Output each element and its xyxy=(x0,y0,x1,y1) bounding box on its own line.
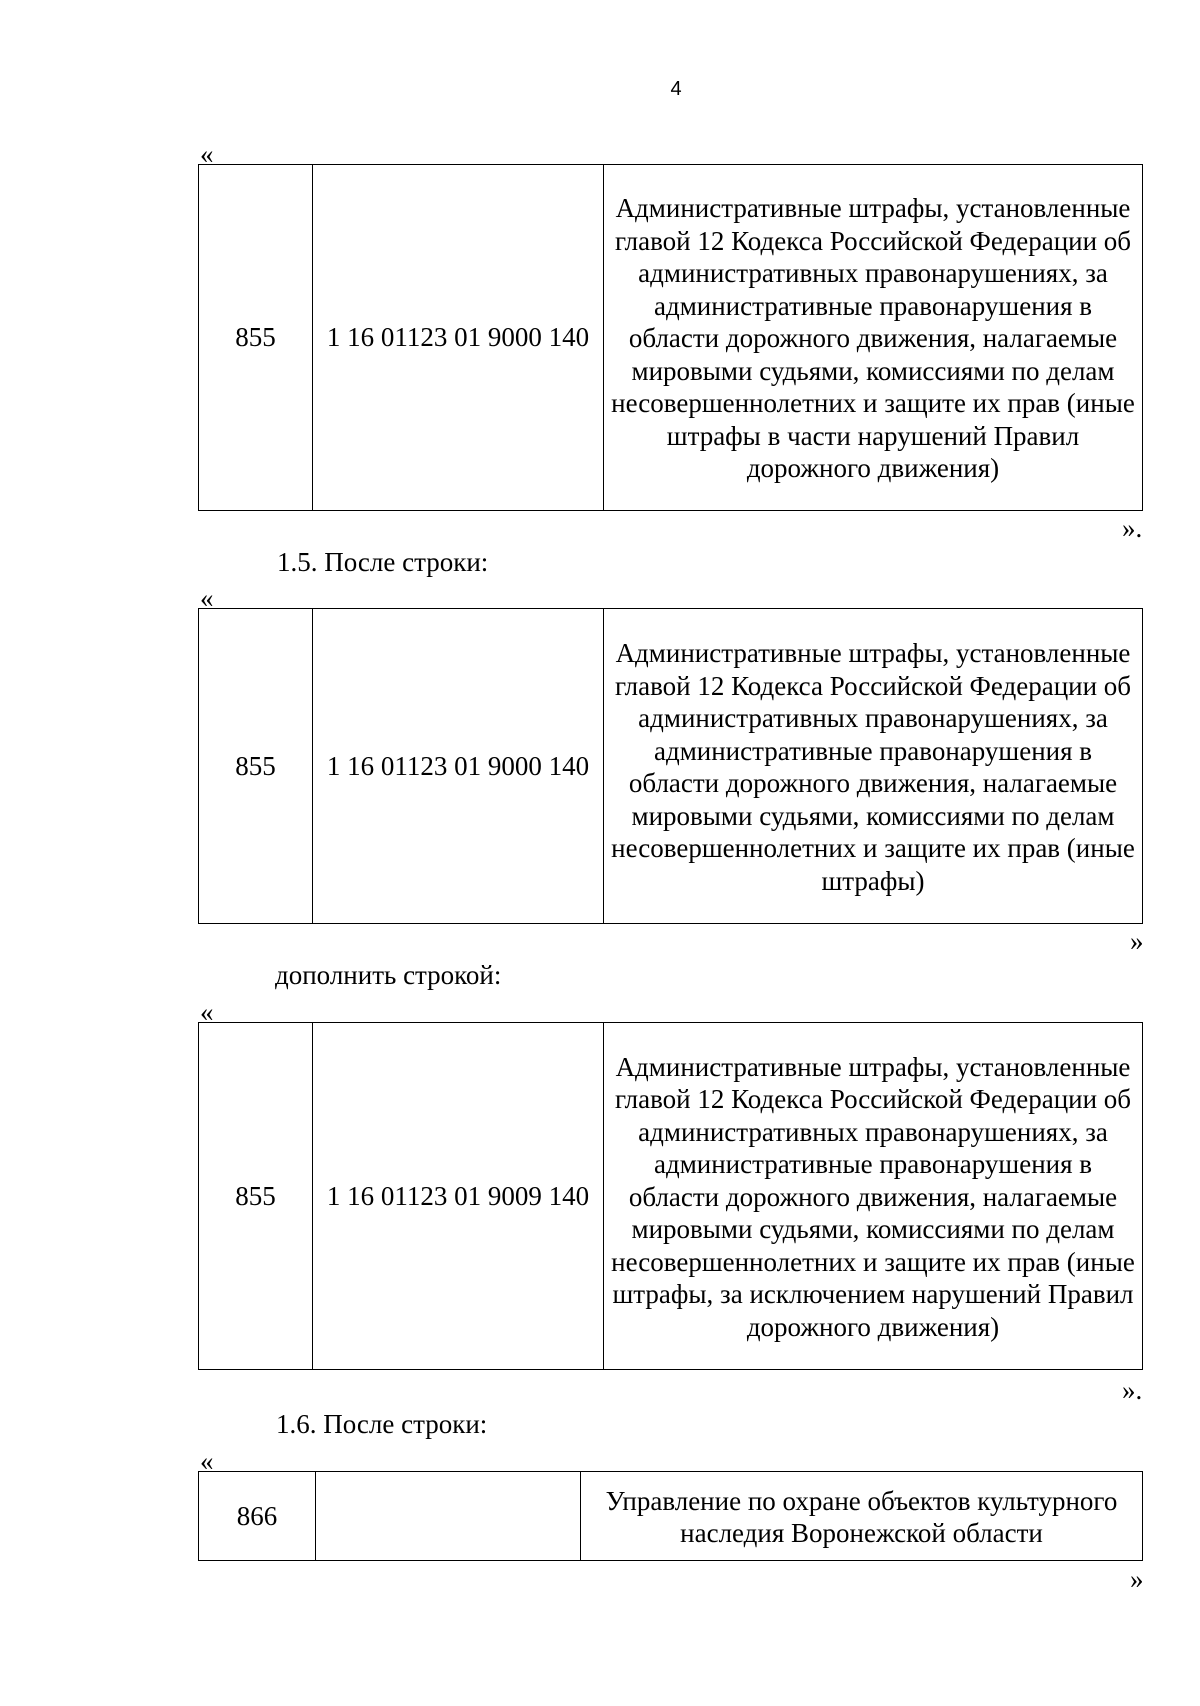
table-row xyxy=(199,1023,1143,1370)
section-heading: 1.6. После строки: xyxy=(276,1409,488,1439)
page-number: 4 xyxy=(670,78,682,100)
description-cell: Административные штрафы, установленные главой 12 Кодекса Российской Федерации об административных правонарушениях, за административные правонарушения в области дорожного движения, налагаемые мировыми судьями, комиссиями по делам несовершеннолетних и защите их прав (иные штрафы, за исключением нарушений Правил дорожного движения) xyxy=(604,1023,1143,1370)
opening-quote: « xyxy=(200,139,214,169)
budget-table xyxy=(198,164,1143,511)
budget-table xyxy=(198,608,1143,924)
opening-quote: « xyxy=(200,1446,214,1476)
closing-quote: ». xyxy=(1122,1375,1143,1405)
opening-quote: « xyxy=(200,583,214,613)
table-row xyxy=(199,165,1143,511)
table-row xyxy=(199,609,1143,924)
budget-table xyxy=(198,1471,1143,1561)
kbk-code-cell: 1 16 01123 01 9009 140 xyxy=(313,1023,604,1370)
description-cell: Управление по охране объектов культурного наследия Воронежской области xyxy=(581,1472,1143,1561)
closing-quote: » xyxy=(1130,1564,1144,1594)
section-heading: 1.5. После строки: xyxy=(277,547,489,577)
table-row xyxy=(199,1472,1143,1561)
admin-code-cell: 855 xyxy=(199,609,313,924)
kbk-code-cell: 1 16 01123 01 9000 140 xyxy=(313,165,604,511)
admin-code-cell: 866 xyxy=(199,1472,316,1561)
kbk-code-cell xyxy=(316,1472,581,1561)
admin-code-cell: 855 xyxy=(199,165,313,511)
description-cell: Административные штрафы, установленные главой 12 Кодекса Российской Федерации об административных правонарушениях, за административные правонарушения в области дорожного движения, налагаемые мировыми судьями, комиссиями по делам несовершеннолетних и защите их прав (иные штрафы) xyxy=(604,609,1143,924)
section-heading: дополнить строкой: xyxy=(275,960,502,990)
closing-quote: ». xyxy=(1122,513,1143,543)
opening-quote: « xyxy=(200,997,214,1027)
budget-table xyxy=(198,1022,1143,1370)
admin-code-cell: 855 xyxy=(199,1023,313,1370)
description-cell: Административные штрафы, установленные главой 12 Кодекса Российской Федерации об административных правонарушениях, за административные правонарушения в области дорожного движения, налагаемые мировыми судьями, комиссиями по делам несовершеннолетних и защите их прав (иные штрафы в части нарушений Правил дорожного движения) xyxy=(604,165,1143,511)
closing-quote: » xyxy=(1130,926,1144,956)
kbk-code-cell: 1 16 01123 01 9000 140 xyxy=(313,609,604,924)
